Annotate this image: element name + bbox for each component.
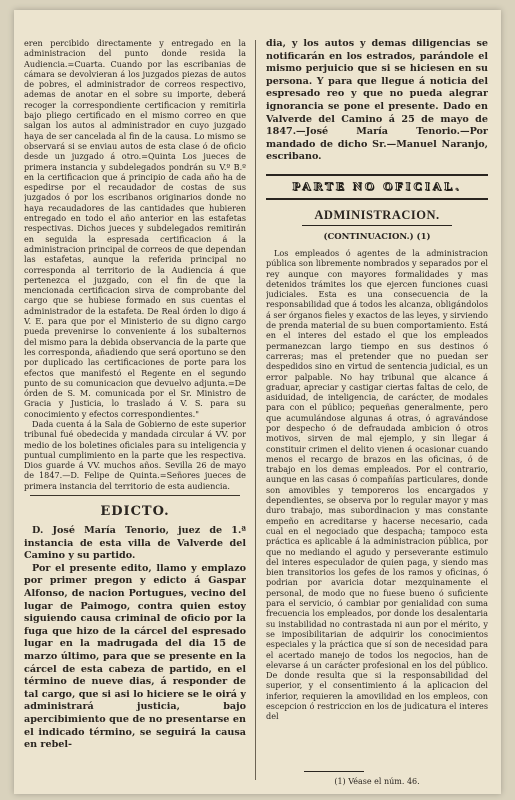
edicto-title: EDICTO. xyxy=(100,504,170,520)
edicto-paragraph-1: D. José María Tenorio, juez de 1.ª instancia de esta villa de Valverde del Camino y su partido. xyxy=(24,525,246,562)
left-paragraph-2: Dada cuenta á la Sala de Gobierno de este superior tribunal fué obedecida y mandada circular á VV. por medio de los boletines oficiales para su inteligencia y puntual cumplimiento en la parte que les respectiva. Dios guarde á VV. muchos años. Sevilla 26 de mayo de 1847.—D. Felipe de Quinta.=Señores jueces de primera instancia del territorio de esta audiencia. xyxy=(24,418,246,491)
section-rule xyxy=(30,495,240,496)
edicto-continuation xyxy=(266,38,488,164)
section-banner xyxy=(266,174,488,200)
column-divider xyxy=(255,40,256,780)
edicto-paragraph-2: Por el presente edito, llamo y emplazo por primer pregon y edicto á Gaspar Alfonso, de nacion Portugues, vecino del lugar de Paimogo, contra quien estoy siguiendo causa criminal de oficio por la fuga que hizo de la cárcel del espresado lugar en la madrugada del dia 15 de marzo último, para que se presente en la cárcel de esta cabeza de partido, en el término de nueve dias, á responder de tal cargo, que si asi lo hiciere se le oirá y administrará justicia, bajo apercibimiento que de no presentarse en el indicado término, se seguirá la causa en rebel- xyxy=(24,562,246,751)
footnote-rule xyxy=(304,771,364,772)
section-title: ADMINISTRACION. xyxy=(314,207,440,222)
right-column xyxy=(266,38,488,786)
edicto-continuation-text: dia, y los autos y demas diligencias se notificarán en los estrados, parándole el mismo perjuicio que si se hiciesen en su persona. Y para que llegue á noticia del espresado reo y que no pueda alegrar ignorancia se pone el presente. Dado en Valverde del Camino á 25 de mayo de 1847.—José María Tenorio.—Por mandado de dicho Sr.—Manuel Naranjo, escribano. xyxy=(266,38,488,163)
right-paragraph-1: Los empleados ó agentes de la administracion pública son libremente nombrados y separados por el rey aunque con mayores formalidades y mas detenidos trámites los que ejercen funciones cuasi judiciales. Esta es una consecuencia de la responsabilidad que á todos les alcanza, obligándolos á ser órganos fieles y exactos de las leyes, y sirviendo de prenda material de su buen comportamiento. Está en el interes del estado el que los empleados permanezcan largo tiempo en sus destinos ó carreras; mas el pretender que no puedan ser despedidos sino en virtud de sentencia judicial, es un error palpable. No hay tribunal que alcance á graduar, apreciar y castigar ciertas faltas de celo, de asiduidad, de inteligencia, de carácter, de modales para con el público; pequeñas generalmente, pero que acumulándose algunas á otras, ó agravándose por despecho ó de defraudada ambicion ó otros motivos, sirven de mal ejemplo, y sin llegar á constituir crimen el delito vienen á ocasionar cuando menos el recargo de brazos en las oficinas, ó de trabajo en los demas empleados. Por el contrario, aunque en las casas ó compañías particulares, donde son amovibles y temporeros los encargados y dependientes, se observa por lo regular mayor y mas duro trabajo, mas subordinacion y mas constante empeño en acreditarse y hacerse necesario, cada cual en el negociado que despacha; tampoco esta práctica es aplicable á la administracion pública, por que no mediando el agudo y perseverante estimulo del interes especulador de quien paga, y siendo mas bien transitorios los gefes de los ramos y oficinas, ó podrian por avaricia dotar mezquinamente el personal, de modo que no fuese bueno ó suficiente para el servicio, ó cambiar por genialidad con suma frecuencia los empleados, por donde los desalentaria su instabilidad no contrastada ni aun por el mérito, y se imposibilitarian de adquirir los conocimientos especiales y la práctica que sí son de necesidad para el acertado manejo de todos los negocios, han de elevarse á un carácter profesional en los del público. De donde resulta que si la responsabilidad del superior, y el consentimiento á la aplicacion del inferior, requieren la amovilidad en los empleos, con escepcion ó restriccion en los de judicatura el interes del xyxy=(266,247,488,722)
edicto-body xyxy=(24,525,246,752)
footnote: (1) Véase el núm. 46. xyxy=(334,777,420,786)
title-rule xyxy=(302,225,452,226)
newspaper-page xyxy=(14,10,501,794)
left-paragraph-1: eren percibido directamente y entregado en la administracion del punto donde resida la Audiencia.=Cuarta. Cuando por las escribanias de cámara se devolvieran á los juzgados piezas de autos de pobres, el administrador de correos respectivo, ademas de anotar en el sobre su importe, deberá recoger la correspondiente certificacion y remitirla bajo pliego certificado en el mismo correo en que salgan los autos al administrador en cuyo juzgado haya de ser cancelada al fin de la causa. Lo mismo se observará si se enviau autos de esta clase ó de oficio desde un juzgado á otro.=Quinta Los jueces de primera instancia y subdelegados pondrán su V.º B.º en la certificacion que á principio de cada año ha de espedirse por el recaudador de costas de sus juzgados ó por los escribanos originarios donde no haya recaudadores de las cantidades que hubieren entregado en todo el año anterior en las estafetas respectivas. Dichos jueces y subdelegados remitirán en seguida la espresada certificacion á la administracion principal de correos de que dependan las estafetas, aunque la referida principal no corresponda al territorio de la Audiencia á que pertenezca el juzgado, con el fin de que la mencionada certificacion sirva de comprobante del cargo que se hubiese formado en sus cuentas el administrador de la estafeta. De Real órden lo digo á V. E. para que por el Ministerio de su digno cargo pueda prevenirse lo conveniente á los subalternos del mismo para la debida observancia de la parte que les corresponda, añadiendo que será oportuno se den por duplicado las certificaciones de porte para los efectos que manifestó el Regente en el segundo punto de su comunicacion que devuelvo adjunta.=De órden de S. M. comunicada por el Sr. Ministro de Gracia y Justicia, lo traslado á V. S. para su conocimiento y efectos correspondientes." xyxy=(24,38,246,419)
banner-text: PARTE NO OFICIAL. xyxy=(292,179,462,194)
left-column xyxy=(24,38,246,786)
continuation-subhead: (CONTINUACION.) (1) xyxy=(323,231,431,242)
